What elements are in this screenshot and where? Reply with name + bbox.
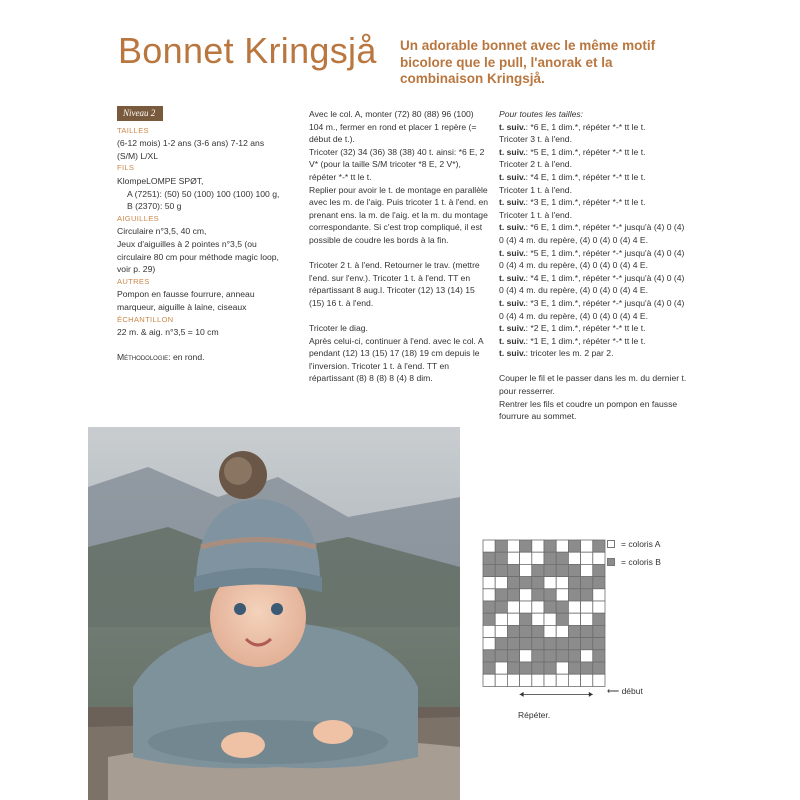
chart-cell [507, 540, 519, 552]
row-key: t. suiv. [499, 297, 526, 308]
instruction-paragraph: Tricoter le diag. [309, 323, 368, 334]
instructions-column-1 [309, 108, 489, 385]
legend-label-b: = coloris B [621, 557, 661, 567]
info-column [117, 106, 287, 364]
chart-cell [544, 638, 556, 650]
chart-cell [581, 625, 593, 637]
chart-cell [581, 638, 593, 650]
needles-label: AIGUILLES [117, 213, 159, 223]
row-text: : *6 E, 1 dim.*, répéter *-* tt le t. [525, 121, 646, 132]
decrease-row [499, 146, 689, 159]
chart-cell [520, 662, 532, 674]
decrease-row [499, 272, 689, 297]
chart-cell [520, 638, 532, 650]
chart-cell [520, 552, 532, 564]
yarn-a: A (7251): (50) 50 (100) 100 (100) 100 g, [127, 188, 280, 199]
chart-cell [593, 674, 605, 686]
chart-cell [483, 601, 495, 613]
chart-cell [495, 552, 507, 564]
chart-cell [593, 613, 605, 625]
level-badge: Niveau 2 [117, 106, 163, 121]
chart-cell [483, 589, 495, 601]
row-key: t. suiv. [499, 348, 526, 359]
start-label: début [621, 686, 643, 696]
chart-cell [593, 564, 605, 576]
chart-cell [568, 540, 580, 552]
decrease-rows [499, 121, 689, 360]
chart-cell [483, 674, 495, 686]
chart-cell [581, 613, 593, 625]
chart-cell [581, 662, 593, 674]
chart-cell [483, 552, 495, 564]
chart-cell [532, 552, 544, 564]
row-key: t. suiv. [499, 222, 526, 233]
arrowhead-icon [589, 692, 593, 697]
chart-cell [507, 601, 519, 613]
decrease-row [499, 221, 689, 246]
chart-cell [568, 601, 580, 613]
page-subtitle: Un adorable bonnet avec le même motif bicolore que le pull, l'anorak et la combinaison Kringsjå. [400, 38, 656, 86]
arrowhead-icon [520, 692, 524, 697]
chart-cell [544, 601, 556, 613]
chart-cell [593, 601, 605, 613]
chart-cell [568, 638, 580, 650]
chart-cell [495, 625, 507, 637]
needles-2: Jeux d'aiguilles à 2 pointes n°3,5 (ou circulaire 80 cm pour méthode magic loop, voir p. 29) [117, 238, 279, 275]
chart-cell [556, 613, 568, 625]
needles-1: Circulaire n°3,5, 40 cm, [117, 226, 207, 237]
row-key: t. suiv. [499, 272, 526, 283]
method-label: Méthodologie [117, 352, 169, 363]
chart-cell [532, 662, 544, 674]
row-text: : *5 E, 1 dim.*, répéter *-* jusqu'à (4) 0 (4) 0 (4) 4 m. du repère, (4) 0 (4) 0 (4) 4 E. [499, 247, 685, 271]
chart-cell [556, 625, 568, 637]
chart-cell [483, 625, 495, 637]
row-text: Tricoter 1 t. à l'end. [499, 209, 572, 220]
row-text: Tricoter 3 t. à l'end. [499, 134, 572, 145]
chart-cell [593, 625, 605, 637]
row-text: Tricoter 1 t. à l'end. [499, 184, 572, 195]
chart-cell [507, 638, 519, 650]
chart-cell [532, 674, 544, 686]
chart-cell [483, 662, 495, 674]
chart-cell [495, 540, 507, 552]
decrease-row [499, 322, 689, 335]
chart-cell [556, 577, 568, 589]
chart-cell [495, 601, 507, 613]
chart-cell [520, 564, 532, 576]
chart-cell [581, 564, 593, 576]
knitting-chart [480, 538, 610, 733]
chart-cell [532, 589, 544, 601]
chart-cell [568, 613, 580, 625]
instruction-paragraph: Tricoter 2 t. à l'end. Retourner le trav. (mettre l'end. sur l'env.). Tricoter 1 t. à l'end. TT en répartissant 8 aug.l. Tricoter (12) 13 (14) 15 (15) 16 t. à l'end. [309, 260, 480, 308]
chart-cell [568, 552, 580, 564]
decrease-row [499, 196, 689, 209]
chart-cell [507, 674, 519, 686]
chart-cell [483, 540, 495, 552]
chart-cell [544, 674, 556, 686]
row-text: : *5 E, 1 dim.*, répéter *-* tt le t. [525, 146, 646, 157]
chart-cell [556, 638, 568, 650]
finishing-paragraph: Couper le fil et le passer dans les m. du dernier t. pour resserrer. [499, 373, 687, 397]
start-marker [607, 686, 643, 697]
chart-cell [483, 638, 495, 650]
decrease-row [499, 297, 689, 322]
chart-cell [507, 564, 519, 576]
chart-cell [581, 601, 593, 613]
legend-item-b [607, 557, 661, 567]
chart-cell [532, 564, 544, 576]
decrease-row [499, 158, 689, 171]
gauge-text: 22 m. & aig. n°3,5 = 10 cm [117, 327, 219, 338]
chart-cell [520, 613, 532, 625]
chart-cell [507, 552, 519, 564]
chart-cell [520, 601, 532, 613]
chart-cell [544, 650, 556, 662]
row-text: : *1 E, 1 dim.*, répéter *-* tt le t. [525, 335, 646, 346]
chart-cell [556, 589, 568, 601]
chart-cell [581, 650, 593, 662]
chart-cell [568, 674, 580, 686]
decrease-row [499, 209, 689, 222]
gauge-label: ÉCHANTILLON [117, 314, 174, 324]
method-text: : en rond. [168, 352, 205, 363]
chart-cell [532, 601, 544, 613]
chart-cell [593, 650, 605, 662]
baby-photo [88, 427, 460, 800]
yarn-name: KlompeLOMPE SPØT, [117, 175, 204, 186]
baby-photo-illustration [88, 427, 460, 800]
chart-cell [556, 674, 568, 686]
chart-cell [520, 674, 532, 686]
instruction-paragraph: Tricoter (32) 34 (36) 38 (38) 40 t. ainsi: *6 E, 2 V* (pour la taille S/M tricoter *8 E, 2 V*), répéter *-* tt le t. [309, 146, 485, 182]
yarn-label: FILS [117, 163, 135, 173]
row-text: : *3 E, 1 dim.*, répéter *-* tt le t. [525, 197, 646, 208]
row-key: t. suiv. [499, 323, 526, 334]
chart-cell [556, 540, 568, 552]
chart-cell [581, 589, 593, 601]
chart-cell [495, 564, 507, 576]
chart-cell [556, 564, 568, 576]
chart-cell [544, 540, 556, 552]
instruction-paragraph: Après celui-ci, continuer à l'end. avec le col. A pendant (12) 13 (15) 17 (18) 19 cm depuis le l'inversion. Tricoter 1 t. à l'end. TT en répartissant (8) 8 (8) 8 (4) 8 dim. [309, 335, 484, 384]
row-text: Tricoter 2 t. à l'end. [499, 159, 572, 170]
chart-cell [532, 638, 544, 650]
all-sizes-heading: Pour toutes les tailles: [499, 109, 584, 119]
other-text: Pompon en fausse fourrure, anneau marqueur, aiguille à laine, ciseaux [117, 289, 255, 312]
row-text: : tricoter les m. 2 par 2. [525, 348, 614, 359]
chart-cell [532, 577, 544, 589]
instruction-paragraph: Replier pour avoir le t. de montage en parallèle avec les m. de l'aig. Puis tricoter 1 t. à l'end. en prenant ens. la m. de l'aig. et la m. du montage correspondante. Si c'est trop compliqué, il est possible de coudre les bords à la fin. [309, 184, 489, 245]
chart-cell [593, 577, 605, 589]
decrease-row [499, 121, 689, 134]
chart-cell [581, 577, 593, 589]
row-key: t. suiv. [499, 197, 526, 208]
chart-cell [568, 589, 580, 601]
chart-cell [568, 662, 580, 674]
chart-cell [495, 589, 507, 601]
legend-item-a [607, 539, 660, 549]
row-text: : *4 E, 1 dim.*, répéter *-* jusqu'à (4) 0 (4) 0 (4) 4 m. du repère, (4) 0 (4) 0 (4) 4 E. [499, 272, 685, 296]
chart-cell [581, 552, 593, 564]
chart-cell [495, 650, 507, 662]
chart-cell [495, 662, 507, 674]
chart-cell [568, 625, 580, 637]
chart-cell [483, 577, 495, 589]
chart-cell [568, 650, 580, 662]
row-key: t. suiv. [499, 247, 526, 258]
arrow-left-icon: ⟵ [607, 686, 620, 696]
finishing-paragraph: Rentrer les fils et coudre un pompon en fausse fourrure au sommet. [499, 398, 678, 422]
chart-cell [495, 613, 507, 625]
row-text: : *4 E, 1 dim.*, répéter *-* tt le t. [525, 171, 646, 182]
row-text: : *3 E, 1 dim.*, répéter *-* jusqu'à (4) 0 (4) 0 (4) 4 m. du repère, (4) 0 (4) 0 (4) 4 E. [499, 297, 685, 321]
chart-cell [507, 589, 519, 601]
chart-cell [544, 662, 556, 674]
chart-cell [532, 650, 544, 662]
chart-cell [495, 674, 507, 686]
repeat-label: Répéter. [518, 710, 551, 720]
yarn-b: B (2370): 50 g [127, 201, 182, 212]
chart-cell [568, 564, 580, 576]
chart-cell [544, 625, 556, 637]
instructions-column-2 [499, 108, 689, 423]
chart-cell [483, 613, 495, 625]
sizes-label: TAILLES [117, 125, 149, 135]
row-key: t. suiv. [499, 171, 526, 182]
row-key: t. suiv. [499, 121, 526, 132]
chart-cell [556, 662, 568, 674]
chart-cell [532, 625, 544, 637]
chart-cell [483, 650, 495, 662]
chart-cell [556, 552, 568, 564]
chart-cell [544, 577, 556, 589]
chart-cell [556, 601, 568, 613]
chart-cell [593, 552, 605, 564]
row-key: t. suiv. [499, 335, 526, 346]
row-text: : *2 E, 1 dim.*, répéter *-* tt le t. [525, 323, 646, 334]
chart-cell [556, 650, 568, 662]
chart-cell [581, 540, 593, 552]
chart-cell [544, 552, 556, 564]
page-title: Bonnet Kringsjå [118, 30, 377, 71]
chart-cell [507, 577, 519, 589]
row-key: t. suiv. [499, 146, 526, 157]
swatch-a [607, 540, 615, 548]
chart-cell [593, 638, 605, 650]
chart-cell [544, 589, 556, 601]
decrease-row [499, 347, 689, 360]
decrease-row [499, 335, 689, 348]
chart-cell [507, 650, 519, 662]
chart-cell [507, 625, 519, 637]
decrease-row [499, 247, 689, 272]
chart-cell [520, 577, 532, 589]
other-label: AUTRES [117, 276, 150, 286]
chart-cell [520, 650, 532, 662]
chart-cell [532, 613, 544, 625]
chart-cell [544, 613, 556, 625]
chart-cell [532, 540, 544, 552]
chart-cell [495, 577, 507, 589]
decrease-row [499, 171, 689, 184]
instruction-paragraph: Avec le col. A, monter (72) 80 (88) 96 (100) 104 m., fermer en rond et placer 1 repère (= début de t.). [309, 109, 477, 145]
chart-cell [520, 589, 532, 601]
legend-label-a: = coloris A [621, 539, 661, 549]
chart-cell [593, 662, 605, 674]
method-line [117, 351, 287, 364]
chart-cell [495, 638, 507, 650]
row-text: : *6 E, 1 dim.*, répéter *-* jusqu'à (4) 0 (4) 0 (4) 4 m. du repère, (4) 0 (4) 0 (4) 4 E. [499, 222, 685, 245]
sizes-text: (6-12 mois) 1-2 ans (3-6 ans) 7-12 ans (S/M) L/XL [117, 138, 265, 161]
chart-cell [593, 589, 605, 601]
chart-cell [593, 540, 605, 552]
chart-cell [544, 564, 556, 576]
chart-cell [483, 564, 495, 576]
chart-cell [520, 625, 532, 637]
chart-cell [581, 674, 593, 686]
swatch-b [607, 558, 615, 566]
chart-cell [568, 577, 580, 589]
decrease-row [499, 184, 689, 197]
decrease-row [499, 133, 689, 146]
chart-cell [520, 540, 532, 552]
chart-cell [507, 662, 519, 674]
chart-cell [507, 613, 519, 625]
